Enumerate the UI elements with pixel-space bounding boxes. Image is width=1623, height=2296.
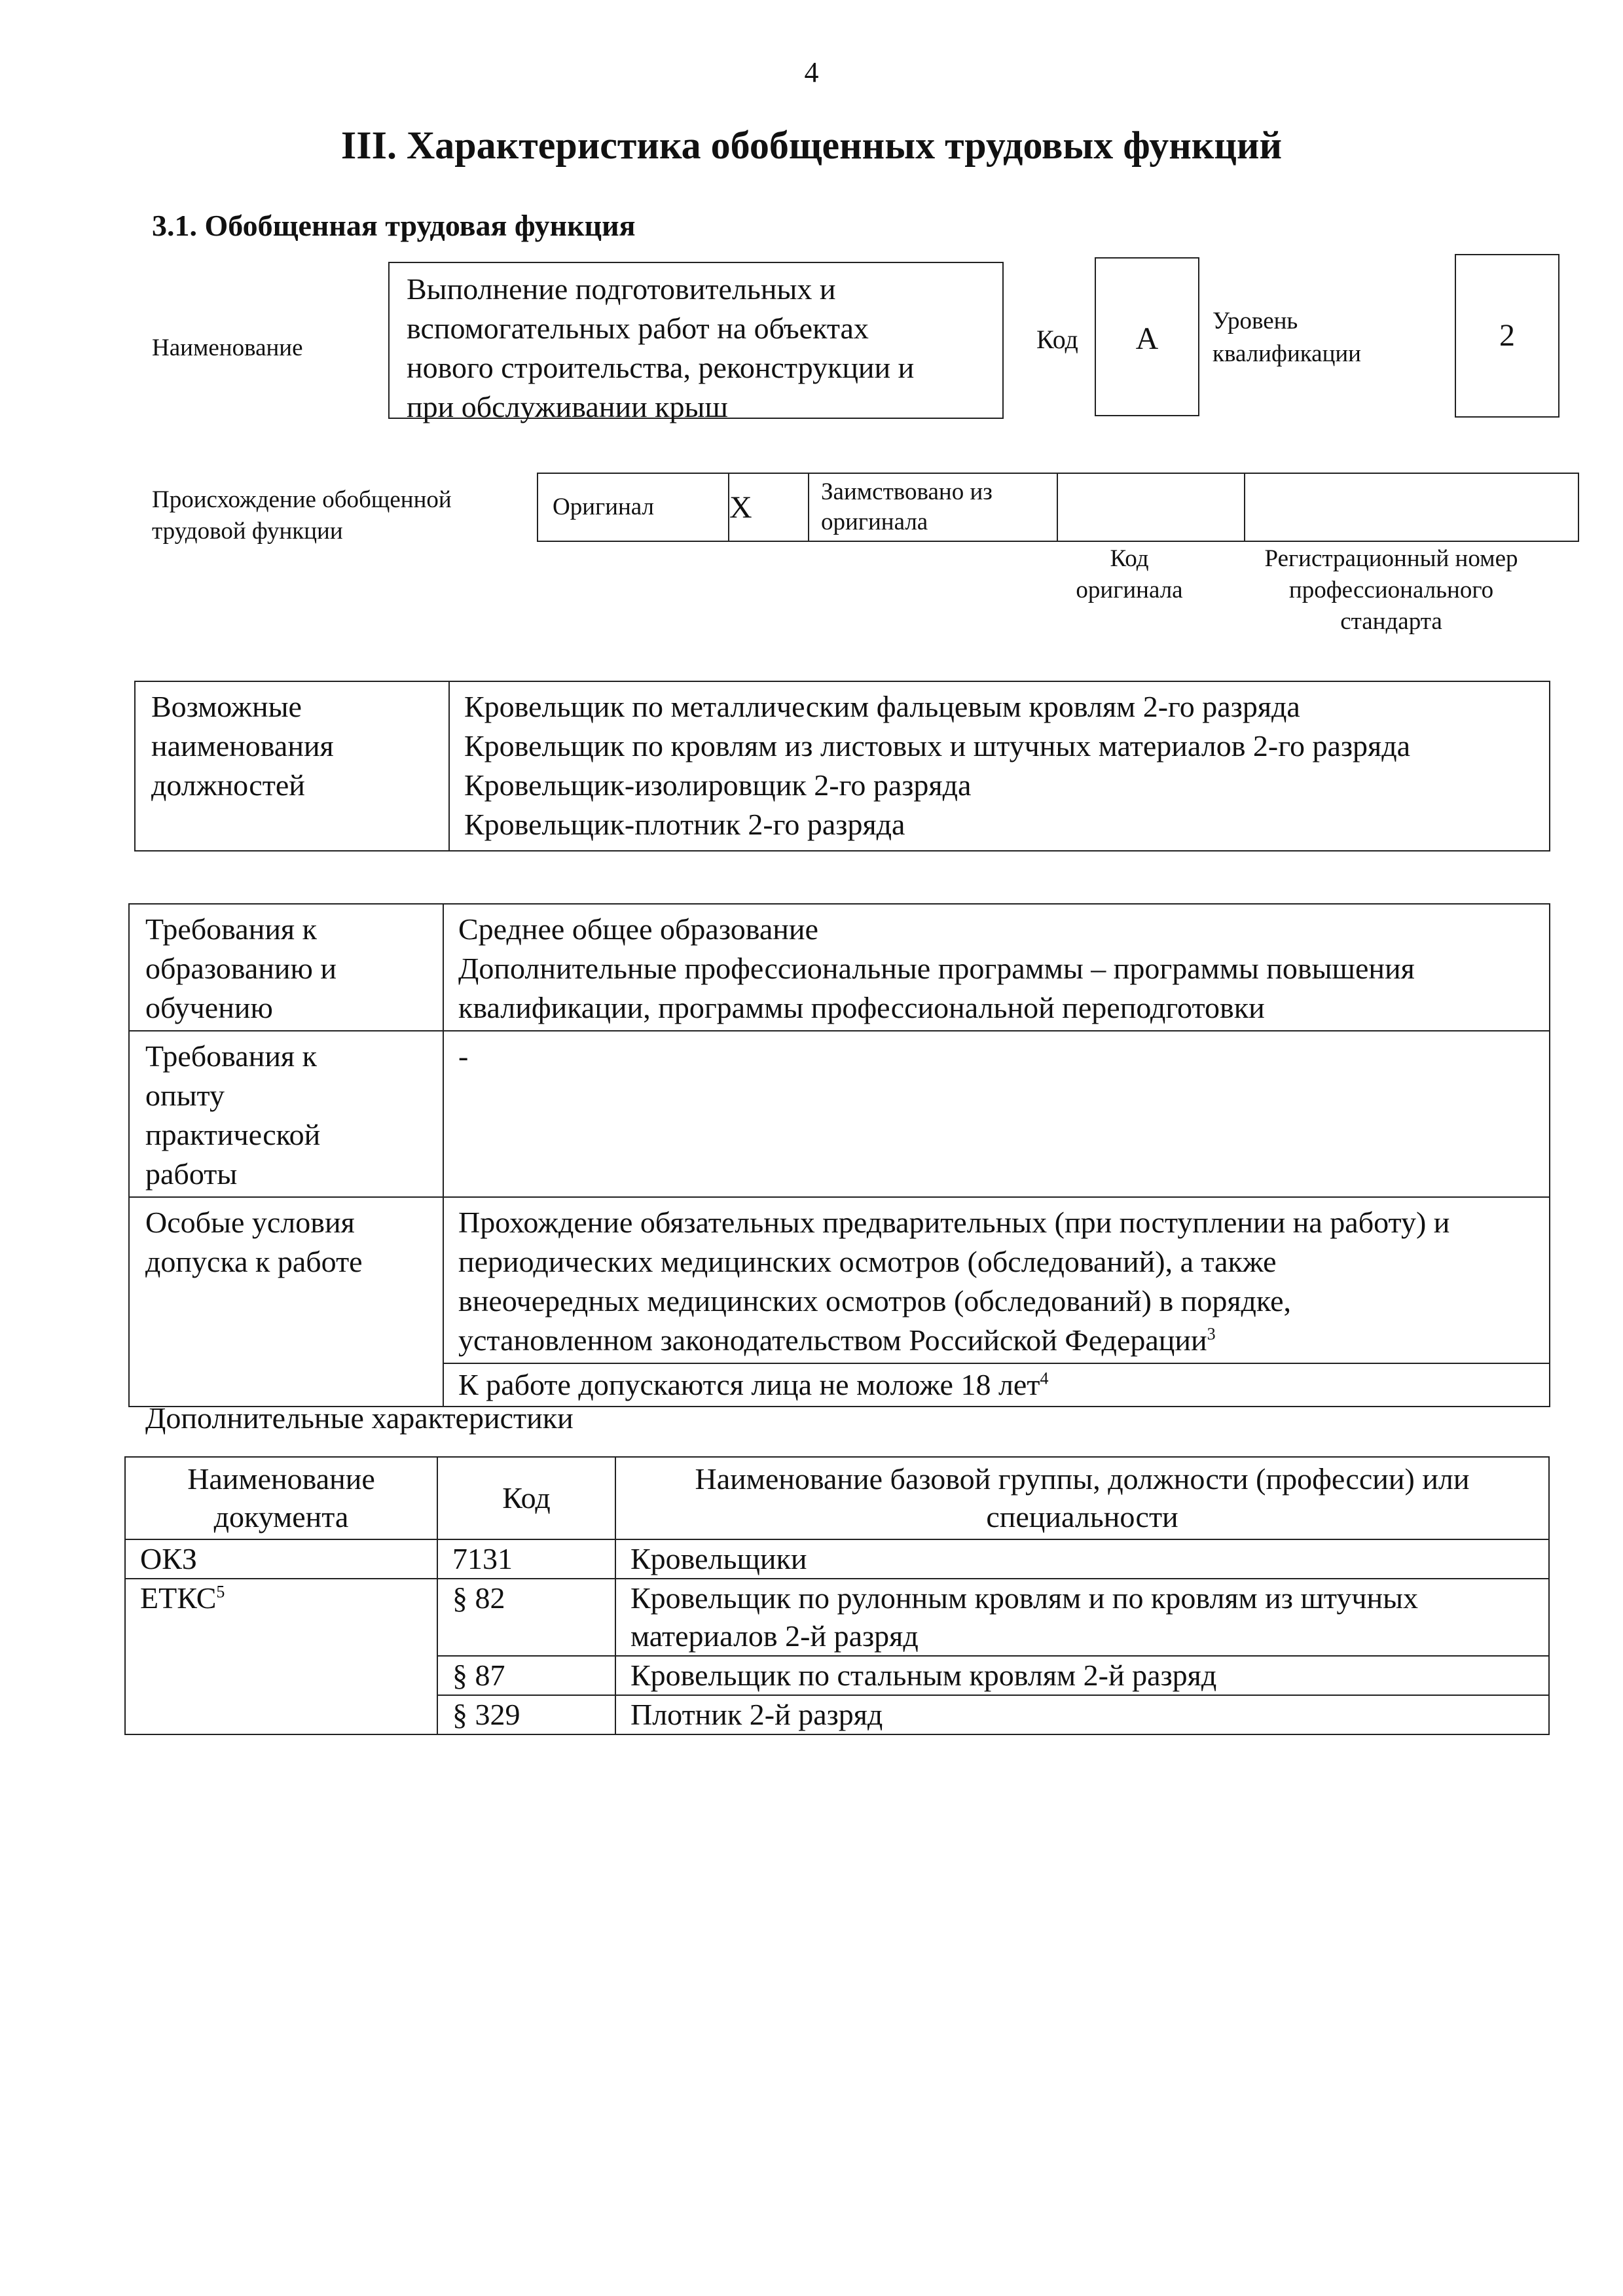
qualification-level-value: 2: [1455, 254, 1559, 418]
positions-label-cell: [135, 681, 449, 851]
education-line: Дополнительные профессиональные программы – программы повышения: [458, 952, 1415, 985]
position-item: Кровельщик по металлическим фальцевым кровлям 2-го разряда: [464, 690, 1300, 723]
origin-reg-caption-line: Регистрационный номер: [1264, 545, 1518, 572]
function-code-value: А: [1095, 257, 1199, 416]
etks-name: [615, 1579, 1549, 1656]
etks-doc-cell: [125, 1579, 437, 1734]
special-label-cell: [129, 1197, 443, 1407]
origin-label-line: трудовой функции: [152, 518, 343, 545]
origin-reg-number-cell: [1245, 473, 1578, 541]
qualification-level-label: [1213, 305, 1361, 370]
education-label-line: обучению: [145, 991, 273, 1024]
positions-table: [134, 681, 1550, 852]
origin-label-line: Происхождение обобщенной: [152, 486, 452, 513]
page-number: 4: [804, 56, 819, 88]
education-label-line: Требования к: [145, 912, 317, 946]
experience-label-line: практической: [145, 1118, 321, 1151]
origin-code-caption-line: Код: [1110, 545, 1149, 572]
education-value-cell: [443, 904, 1550, 1031]
education-label-cell: [129, 904, 443, 1031]
qualification-level-label-line: квалификации: [1213, 340, 1361, 367]
header-base-group-name: [615, 1457, 1549, 1539]
section-title: III. Характеристика обобщенных трудовых функций: [340, 124, 1283, 167]
function-name-label: Наименование: [152, 334, 303, 361]
header-name-line: специальности: [986, 1500, 1178, 1534]
experience-label-cell: [129, 1031, 443, 1197]
origin-original-cell: [538, 473, 729, 541]
special-value-cell: [443, 1197, 1550, 1363]
experience-label-line: опыту: [145, 1079, 225, 1112]
okz-doc: ОКЗ: [125, 1539, 437, 1579]
okz-name: Кровельщики: [615, 1539, 1549, 1579]
education-line: квалификации, программы профессиональной переподготовки: [458, 991, 1265, 1024]
etks-doc: ЕТКС: [140, 1581, 217, 1615]
origin-borrowed-line: оригинала: [821, 509, 928, 535]
origin-original-mark: X: [729, 473, 809, 541]
additional-characteristics-title: Дополнительные характеристики: [145, 1401, 574, 1435]
age-requirement: К работе допускаются лица не моложе 18 лет: [458, 1368, 1040, 1401]
additional-characteristics-table: [124, 1456, 1550, 1735]
header-doc-line: документа: [213, 1500, 349, 1534]
origin-table: [537, 473, 1579, 542]
special-line: периодических медицинских осмотров (обследований), а также: [458, 1245, 1277, 1278]
special-line: внеочередных медицинских осмотров (обследований) в порядке,: [458, 1284, 1292, 1318]
footnote-ref-4: 4: [1040, 1369, 1049, 1388]
origin-label: [152, 484, 452, 547]
education-line: Среднее общее образование: [458, 912, 818, 946]
function-code-label: Код: [1036, 325, 1078, 354]
function-name-line: Выполнение подготовительных и: [407, 272, 836, 306]
etks-code: § 82: [437, 1579, 615, 1656]
experience-label-line: Требования к: [145, 1039, 317, 1073]
special-line: Прохождение обязательных предварительных (при поступлении на работу) и: [458, 1206, 1450, 1239]
function-name-line: нового строительства, реконструкции и: [407, 351, 915, 384]
special-label-line: Особые условия: [145, 1206, 355, 1239]
education-label-line: образованию и: [145, 952, 337, 985]
header-name-line: Наименование базовой группы, должности (профессии) или: [695, 1462, 1470, 1496]
origin-reg-caption-line: стандарта: [1340, 608, 1442, 635]
okz-code: 7131: [437, 1539, 615, 1579]
etks-name-line: Кровельщик по рулонным кровлям и по кровлям из штучных: [630, 1581, 1419, 1615]
experience-value-cell: [443, 1031, 1550, 1197]
experience-value: -: [458, 1039, 469, 1073]
requirements-table: [128, 903, 1550, 1407]
function-name-line: при обслуживании крыш: [407, 390, 728, 423]
position-item: Кровельщик-плотник 2-го разряда: [464, 808, 905, 841]
origin-code-caption: [1038, 543, 1221, 606]
function-name-line: вспомогательных работ на объектах: [407, 312, 869, 345]
footnote-ref-5: 5: [216, 1582, 225, 1602]
origin-code-cell: [1057, 473, 1245, 541]
origin-code-caption-line: оригинала: [1076, 577, 1183, 603]
positions-label-line: Возможные: [151, 690, 302, 723]
header-doc-line: Наименование: [187, 1462, 375, 1496]
origin-reg-caption-line: профессионального: [1288, 577, 1494, 603]
origin-borrowed-cell: [809, 473, 1057, 541]
function-name-box: [388, 262, 1004, 423]
position-item: Кровельщик-изолировщик 2-го разряда: [464, 768, 972, 802]
header-doc-name: [125, 1457, 437, 1539]
age-value-cell: [443, 1363, 1550, 1407]
etks-code: § 329: [437, 1695, 615, 1734]
positions-list-cell: [449, 681, 1550, 851]
origin-borrowed-line: Заимствовано из: [821, 478, 993, 505]
special-line: установленном законодательством Российской Федерации: [458, 1323, 1207, 1357]
positions-label-line: должностей: [151, 768, 305, 802]
experience-label-line: работы: [145, 1157, 238, 1191]
etks-name-line: материалов 2-й разряд: [630, 1619, 919, 1653]
qualification-level-label-line: Уровень: [1213, 308, 1298, 334]
etks-name: Кровельщик по стальным кровлям 2-й разряд: [615, 1656, 1549, 1695]
special-label-line: допуска к работе: [145, 1245, 363, 1278]
position-item: Кровельщик по кровлям из листовых и штучных материалов 2-го разряда: [464, 729, 1411, 762]
etks-code: § 87: [437, 1656, 615, 1695]
origin-original-label: Оригинал: [553, 493, 655, 520]
subsection-title: 3.1. Обобщенная трудовая функция: [152, 209, 636, 242]
special-line-last: [458, 1321, 1535, 1360]
origin-reg-caption: [1228, 543, 1555, 637]
etks-name: Плотник 2-й разряд: [615, 1695, 1549, 1734]
positions-label-line: наименования: [151, 729, 334, 762]
header-code: Код: [437, 1457, 615, 1539]
footnote-ref-3: 3: [1207, 1324, 1216, 1344]
